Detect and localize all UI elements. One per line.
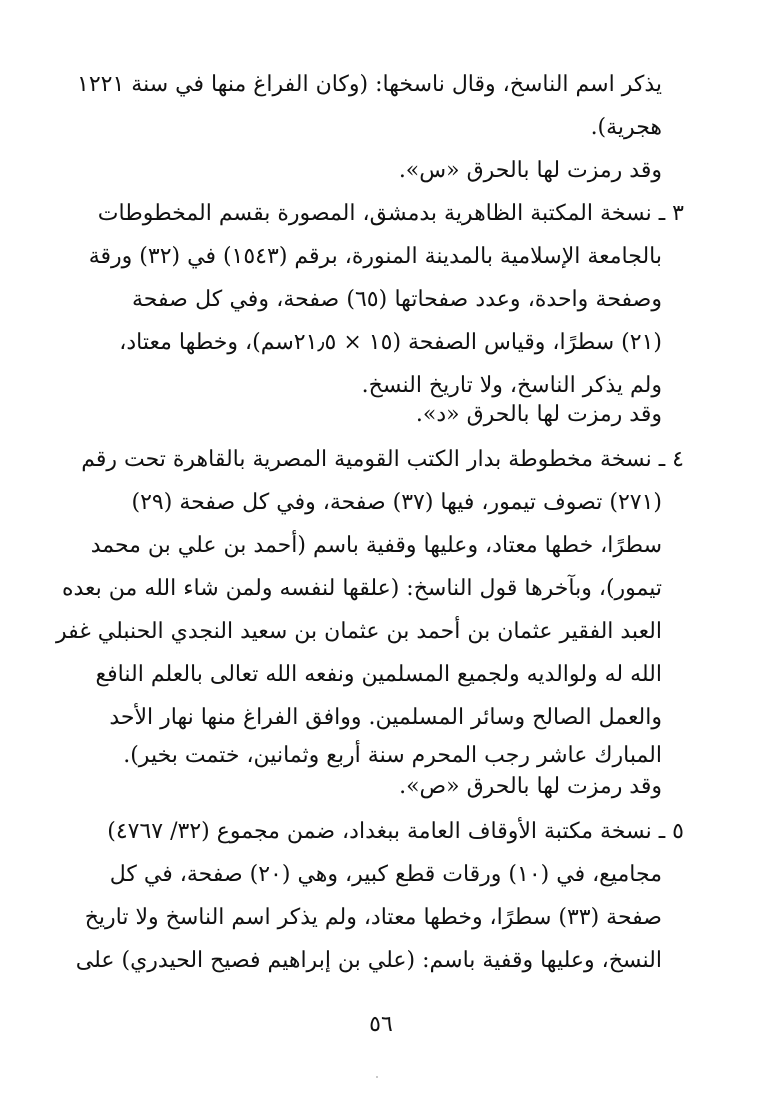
text-line: مجاميع، في (١٠) ورقات قطع كبير، وهي (٢٠) صفحة، في كل: [109, 862, 662, 887]
text-line: والعمل الصالح وسائر المسلمين. ووافق الفراغ منها نهار الأحد: [109, 705, 662, 730]
item-5-first-line: ٥ ـ نسخة مكتبة الأوقاف العامة ببغداد، ضمن مجموع (٣٢/ ٤٧٦٧): [107, 819, 684, 844]
text-line: وصفحة واحدة، وعدد صفحاتها (٦٥) صفحة، وفي كل صفحة: [132, 287, 662, 312]
text-line: يذكر اسم الناسخ، وقال ناسخها: (وكان الفراغ منها في سنة ١٢٢١: [77, 72, 662, 97]
text-line: بالجامعة الإسلامية بالمدينة المنورة، برقم (١٥٤٣) في (٣٢) ورقة: [88, 244, 662, 269]
text-line: الله له ولوالديه ولجميع المسلمين ونفعه الله تعالى بالعلم النافع: [95, 662, 662, 687]
text-line: تيمور)، وبآخرها قول الناسخ: (علقها لنفسه ولمن شاء الله من بعده: [61, 576, 662, 601]
text-line: وقد رمزت لها بالحرق «س».: [398, 158, 662, 183]
text-line: العبد الفقير عثمان بن أحمد بن عثمان بن سعيد النجدي الحنبلي غفر: [55, 619, 662, 644]
item-3-first-line: ٣ ـ نسخة المكتبة الظاهرية بدمشق، المصورة بقسم المخطوطات: [97, 201, 684, 226]
text-line: سطرًا، خطها معتاد، وعليها وقفية باسم (أحمد بن علي بن محمد: [90, 533, 662, 558]
text-line: وقد رمزت لها بالحرق «د».: [415, 402, 662, 427]
text-line: المبارك عاشر رجب المحرم سنة أربع وثمانين، ختمت بخير).: [123, 743, 662, 768]
text-line: وقد رمزت لها بالحرق «ص».: [399, 774, 662, 799]
item-4-first-line: ٤ ـ نسخة مخطوطة بدار الكتب القومية المصرية بالقاهرة تحت رقم: [81, 447, 684, 472]
text-line: صفحة (٣٣) سطرًا، وخطها معتاد، ولم يذكر اسم الناسخ ولا تاريخ: [84, 905, 662, 930]
text-line: هجرية).: [590, 115, 662, 140]
text-line: (٢٧١) تصوف تيمور، فيها (٣٧) صفحة، وفي كل صفحة (٢٩): [131, 490, 662, 515]
text-line: النسخ، وعليها وقفية باسم: (علي بن إبراهيم فصيح الحيدري) على: [75, 948, 662, 973]
scan-speck: [376, 1076, 378, 1078]
page-number: ٥٦: [369, 1012, 393, 1037]
text-line: (٢١) سطرًا، وقياس الصفحة (١٥ × ٢١٫٥سم)، وخطها معتاد،: [119, 330, 662, 355]
text-line: ولم يذكر الناسخ، ولا تاريخ النسخ.: [361, 373, 662, 398]
